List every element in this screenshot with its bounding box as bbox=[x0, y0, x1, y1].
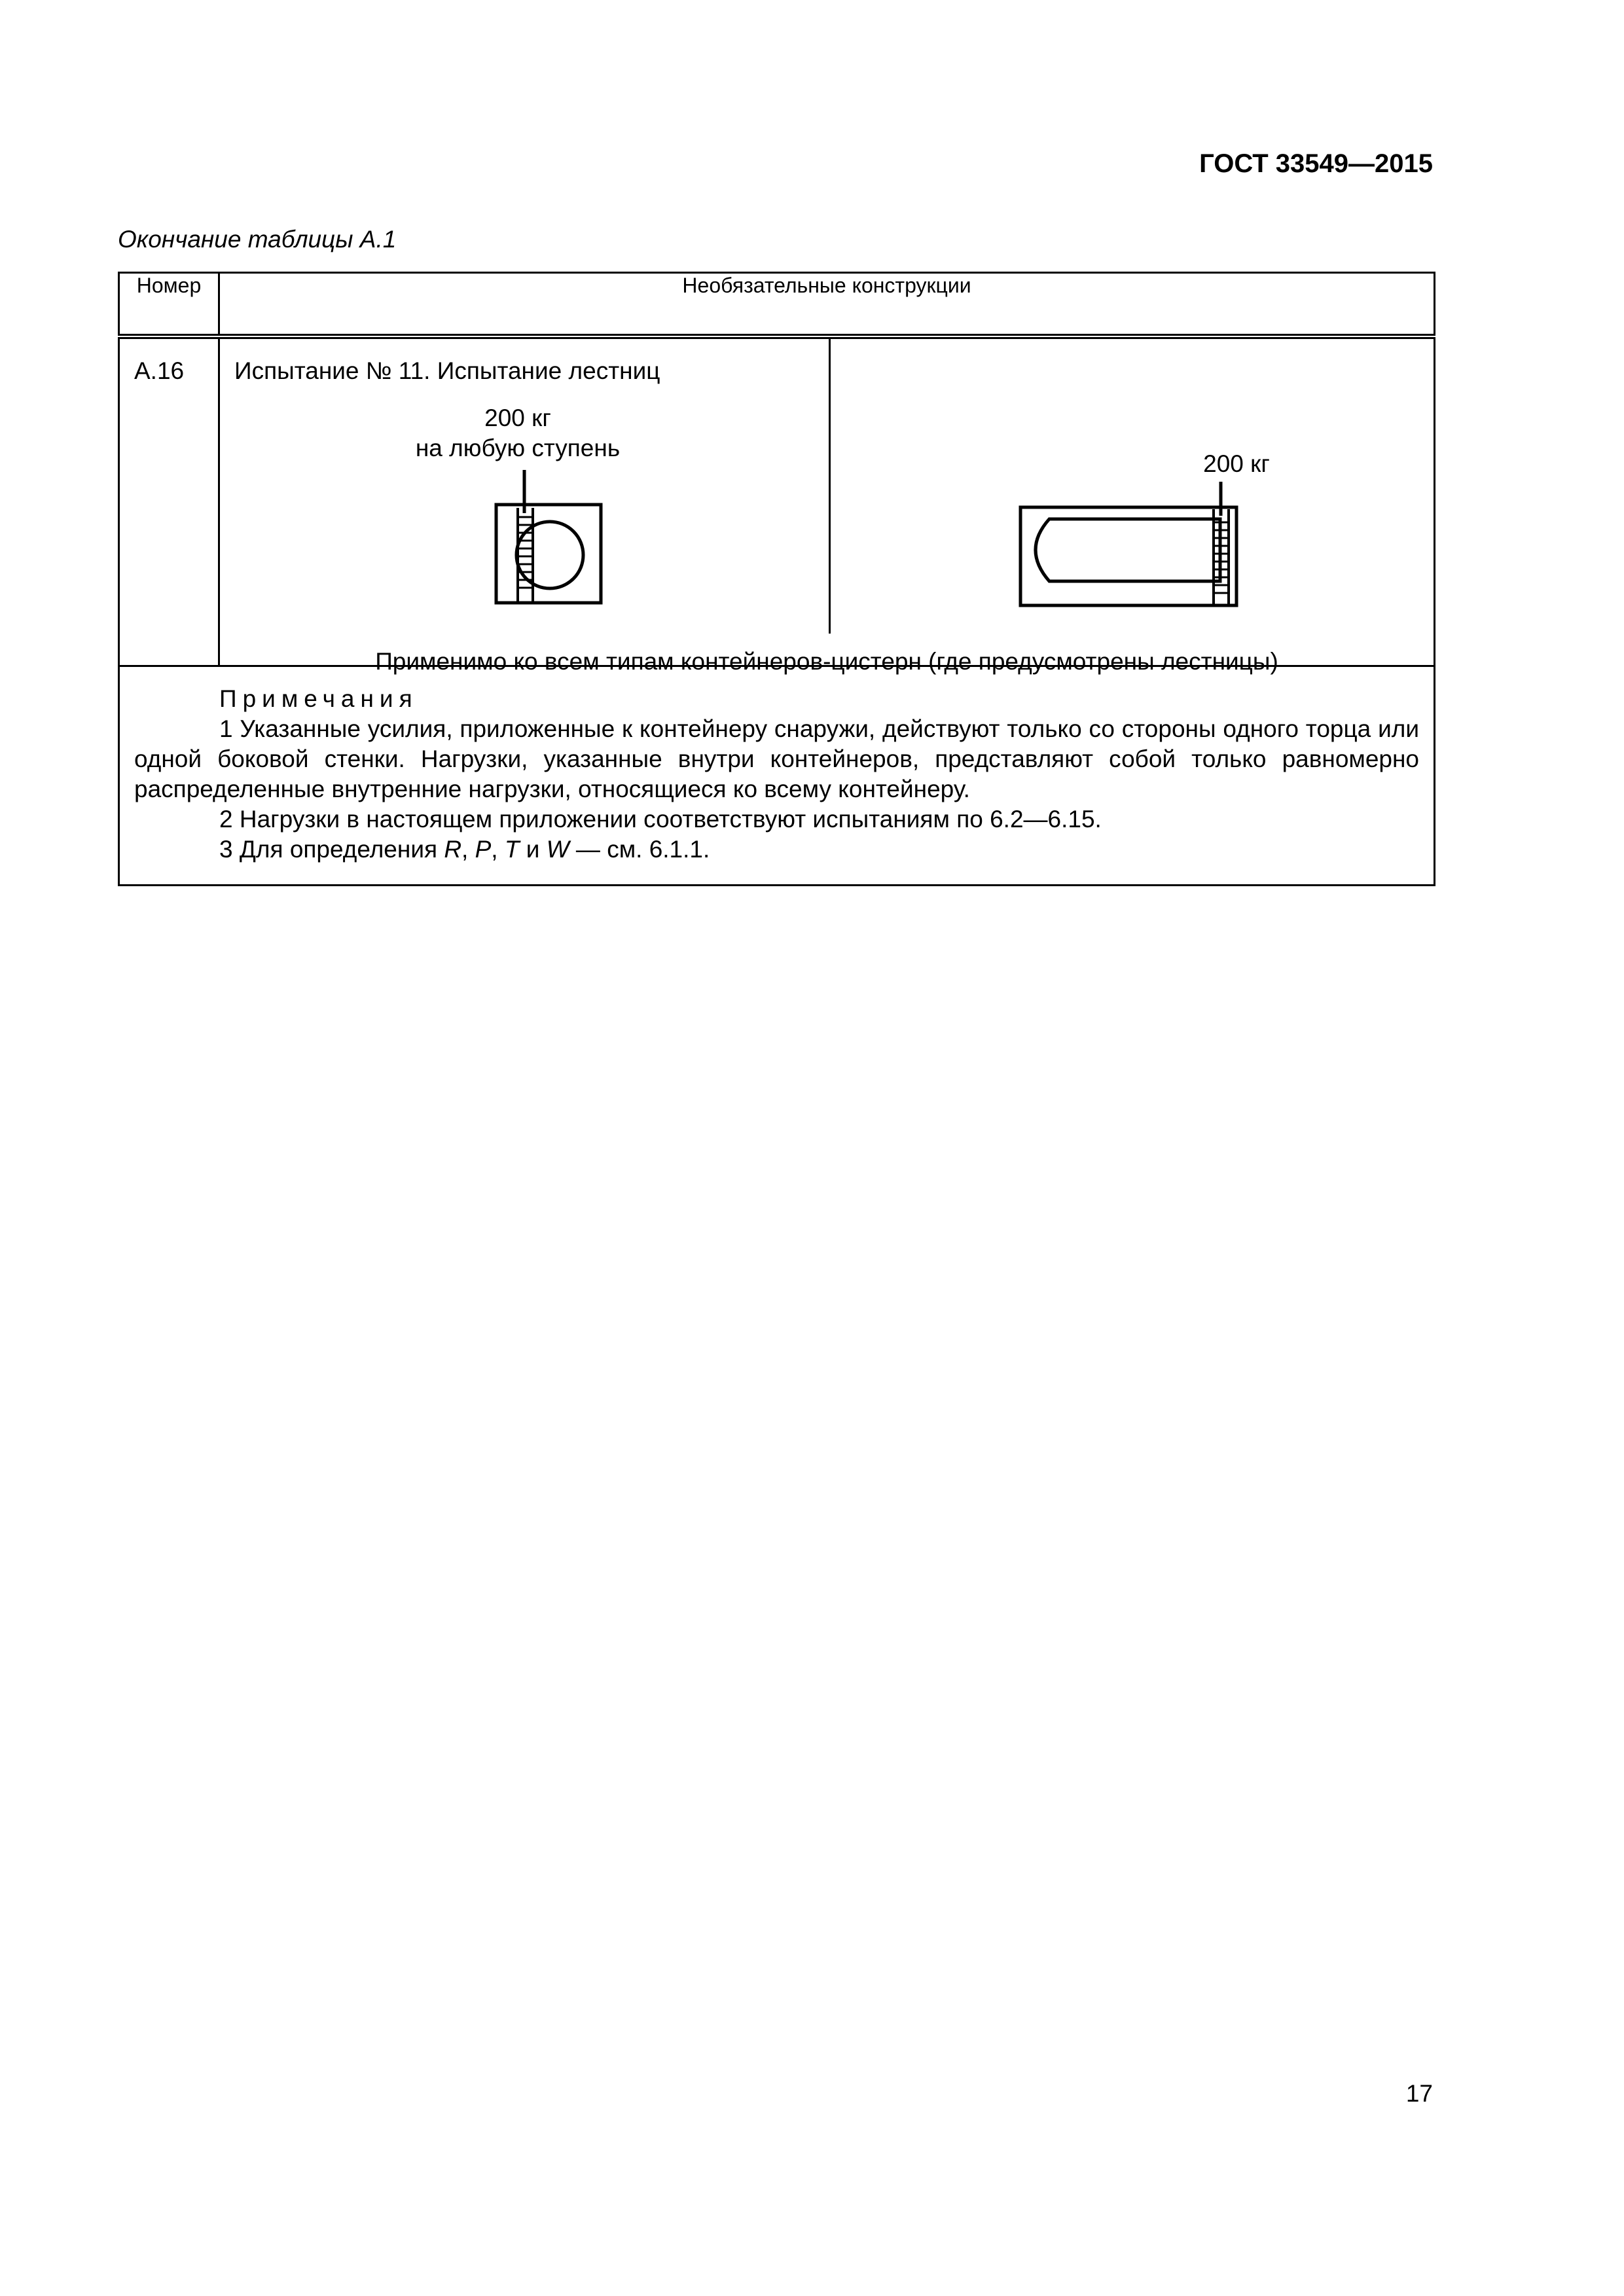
col-header-number: Номер bbox=[119, 273, 219, 337]
notes-title: Примечания bbox=[219, 685, 418, 712]
col-header-optional: Необязательные конструкции bbox=[219, 273, 1435, 337]
table-row-a16 bbox=[119, 336, 1435, 666]
note-3-prefix: 3 Для определения bbox=[219, 836, 444, 863]
left-load-value: 200 кг bbox=[484, 404, 551, 431]
ladder-side-view-diagram bbox=[831, 339, 1536, 634]
note-3-and: и bbox=[519, 836, 547, 863]
var-p: P bbox=[475, 836, 492, 863]
table-a1 bbox=[118, 272, 1435, 886]
left-subcell bbox=[220, 339, 831, 634]
test-title: Испытание № 11. Испытание лестниц bbox=[234, 357, 660, 384]
note-2: 2 Нагрузки в настоящем приложении соответствуют испытаниям по 6.2—6.15. bbox=[219, 806, 1102, 833]
row-number: А.16 bbox=[119, 336, 219, 666]
right-load-label: 200 кг bbox=[1203, 450, 1270, 477]
var-r: R bbox=[444, 836, 462, 863]
row-content bbox=[219, 336, 1435, 675]
note-1: 1 Указанные усилия, приложенные к контейнеру снаружи, действуют только со стороны одного торца или одной боковой стенки. Нагрузки, указанные внутри контейнеров, представляют собой только равномерно распределенные внутренние нагрузки, относящиеся ко всему контейнеру. bbox=[134, 715, 1419, 802]
note-3 bbox=[134, 834, 1419, 865]
note-3-suffix: — см. 6.1.1. bbox=[569, 836, 710, 863]
note-3-sep1: , bbox=[461, 836, 475, 863]
var-w: W bbox=[546, 836, 569, 863]
table-notes-row bbox=[119, 666, 1435, 886]
notes-cell bbox=[119, 666, 1435, 886]
right-subcell bbox=[831, 339, 1434, 634]
left-load-desc: на любую ступень bbox=[415, 435, 621, 461]
applicability-text: Применимо ко всем типам контейнеров-цистерн (где предусмотрены лестницы) bbox=[375, 648, 1278, 675]
table-caption: Окончание таблицы А.1 bbox=[118, 226, 397, 253]
note-3-sep2: , bbox=[491, 836, 505, 863]
table-header-row bbox=[119, 273, 1435, 337]
page-number: 17 bbox=[1405, 2080, 1433, 2107]
ladder-end-view-diagram bbox=[220, 339, 829, 634]
standard-code: ГОСТ 33549—2015 bbox=[1199, 149, 1433, 178]
var-t: T bbox=[504, 836, 520, 863]
